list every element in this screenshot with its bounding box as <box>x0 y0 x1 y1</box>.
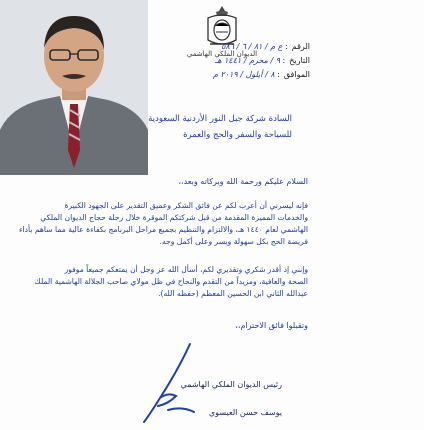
reference-value: ع م / ٨١ / ٦ / ٥٨٦ <box>221 42 283 51</box>
paragraph-2-line: الصحة والعافية، ومزيداً من التقدم والنجاح في ظل مولاي صاحب الجلالة الهاشمية الملك <box>34 277 308 286</box>
greeting: السلام عليكم ورحمة الله وبركاته وبعد،، <box>178 177 308 186</box>
portrait-photo <box>0 0 148 175</box>
hijri-date-value: ٩ / محرم / ١٤٤١ هـ <box>215 56 280 65</box>
paragraph-1 <box>19 200 308 248</box>
paragraph-1-line: الهاشمي لعام ١٤٤٠ هـ، والالتزام والتنظيم بجميع مراحل البرنامج بكفاءة عالية مما ساهم بأداء <box>18 225 308 234</box>
handwritten-signature <box>138 340 208 425</box>
paragraph-1-line: والخدمات المميزة المقدمة من قبل شركتكم الموقرة خلال رحلة حجاج الديوان الملكي <box>40 213 308 222</box>
gregorian-date-label: الموافق <box>283 70 310 79</box>
crest-caption: الديوان الملكي الهاشمي <box>186 50 258 58</box>
gregorian-date: الموافق: ٨ / أيلول / ٢٠١٩ م <box>213 70 310 79</box>
reference-label: الرقم <box>291 42 310 51</box>
signatory-name: يوسف حسن العيسوي <box>208 408 282 417</box>
gregorian-date-value: ٨ / أيلول / ٢٠١٩ م <box>213 70 275 79</box>
paragraph-2 <box>35 264 308 300</box>
addressee-line-1: السادة شركة جبل النور الأردنية السعودية <box>148 114 292 124</box>
reference-number: الرقم: ع م / ٨١ / ٦ / ٥٨٦ <box>221 42 310 51</box>
paragraph-2-line: عبدالله الثاني ابن الحسين المعظم (حفظه الله). <box>158 289 308 298</box>
addressee-line-2: للسياحة والسفر والحج والعمرة <box>183 130 292 140</box>
paragraph-1-line: فإنه ليسرني أن أعرب لكم عن فائق الشكر وعميق التقدير على الجهود الكبيرة <box>64 201 308 210</box>
hijri-date: التاريخ: ٩ / محرم / ١٤٤١ هـ <box>215 56 310 65</box>
closing: وتقبلوا فائق الاحترام،، <box>235 321 308 330</box>
paragraph-2-line: وإنني إذ أقدر شكري وتقديري لكم، أسأل الله عز وجل أن يمتعكم جميعاً موفور <box>64 265 308 274</box>
hijri-date-label: التاريخ <box>289 56 310 65</box>
paragraph-1-line: فريضة الحج بكل سهولة ويسر وعلى أكمل وجه. <box>159 237 308 246</box>
signatory-title: رئيس الديوان الملكي الهاشمي <box>180 380 282 389</box>
